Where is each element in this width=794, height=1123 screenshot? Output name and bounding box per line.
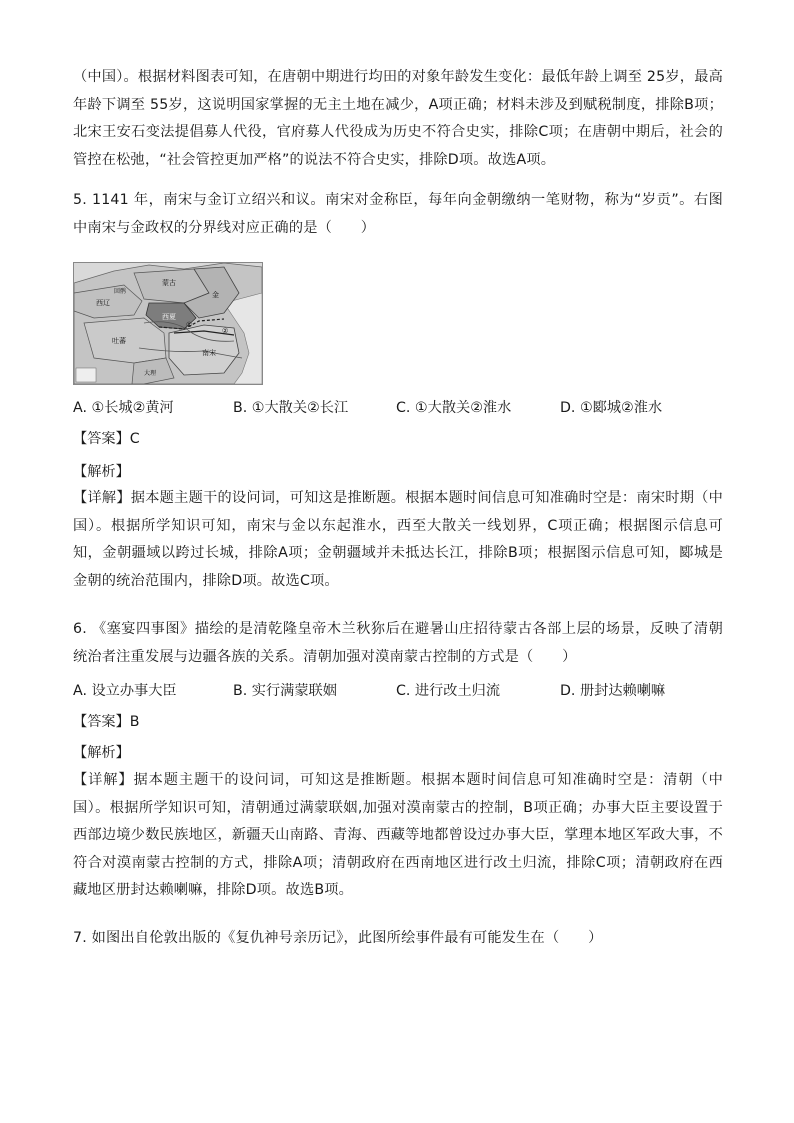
q6-option-b: B. 实行满蒙联姻	[233, 683, 337, 699]
q5-detail: 【详解】据本题主题干的设问词，可知这是推断题。根据本题时间信息可知准确时空是：南宋时期（中国）。根据所学知识可知，南宋与金以东起淮水，西至大散关一线划界，C项正确；根据图示信息可知，金朝疆域以跨过长城，排除A项；金朝疆域并未抵达长江，排除B项；根据图示信息可知，郾城是金朝的统治范围内，排除D项。故选C项。	[73, 490, 723, 589]
q4-analysis-tail: （中国）。根据材料图表可知，在唐朝中期进行均田的对象年龄发生变化：最低年龄上调至 25岁，最高年龄下调至 55岁，这说明国家掌握的无主土地在减少，A项正确；材料未涉及到赋税制度，排除B项；北宋王安石变法提倡募人代役，官府募人代役成为历史不符合史实，排除C项；在唐朝中期后，社会的管控在松弛，“社会管控更加严格”的说法不符合史实，排除D项。故选A项。	[73, 69, 723, 168]
q5-option-d: D. ①郾城②淮水	[560, 400, 663, 416]
map-label-dali: 大理	[144, 370, 157, 377]
q6-option-c: C. 进行改土归流	[396, 683, 501, 699]
q6-stem: 6. 《塞宴四事图》描绘的是清乾隆皇帝木兰秋狝后在避暑山庄招待蒙古各部上层的场景，反映了清朝统治者注重发展与边疆各族的关系。清朝加强对漠南蒙古控制的方式是（ ）	[73, 621, 723, 665]
q6-answer-label: 【答案】	[73, 714, 130, 730]
q6-detail: 【详解】据本题主题干的设问词，可知这是推断题。根据本题时间信息可知准确时空是：清朝（中国）。根据所学知识可知，清朝通过满蒙联姻,加强对漠南蒙古的控制，B项正确；办事大臣主要设置于西部边境少数民族地区，新疆天山南路、青海、西藏等地都曾设过办事大臣，掌理本地区军政大事，不符合对漠南蒙古控制的方式，排除A项；清朝政府在西南地区进行改土归流，排除C项；清朝政府在西藏地区册封达赖喇嘛，排除D项。故选B项。	[73, 772, 723, 899]
q5-option-b: B. ①大散关②长江	[233, 400, 349, 416]
map-label-menggu: 蒙古	[162, 279, 176, 287]
q7-stem: 7. 如图出自伦敦出版的《复仇神号亲历记》，此图所绘事件最有可能发生在（ ）	[73, 930, 603, 946]
map-mark-2: ②	[222, 327, 229, 335]
map-illustration	[74, 263, 262, 384]
q6-option-d: D. 册封达赖喇嘛	[560, 683, 666, 699]
q5-stem: 5. 1141 年，南宋与金订立绍兴和议。南宋对金称臣，每年向金朝缴纳一笔财物，称为“岁贡”。右图中南宋与金政权的分界线对应正确的是（ ）	[73, 192, 723, 236]
q6-analysis-heading: 【解析】	[73, 745, 130, 761]
map-label-jin: 金	[212, 291, 219, 299]
map-label-tubo: 吐蕃	[112, 337, 126, 345]
map-mark-1: ①	[186, 321, 193, 329]
q6-option-a: A. 设立办事大臣	[73, 683, 177, 699]
map-label-xixia: 西夏	[162, 313, 176, 321]
q5-answer-label: 【答案】	[73, 431, 130, 447]
map-label-xiliao: 西辽	[96, 299, 110, 307]
q5-analysis-heading: 【解析】	[73, 464, 130, 480]
q6-answer	[73, 712, 140, 732]
map-label-nansong: 南宋	[202, 349, 216, 357]
q5-answer-value: C	[129, 431, 140, 447]
q5-map-image	[73, 262, 263, 385]
q5-option-a: A. ①长城②黄河	[73, 400, 174, 416]
map-label-huihu: 回鹘	[114, 288, 127, 295]
q5-option-c: C. ①大散关②淮水	[396, 400, 512, 416]
q5-answer	[73, 429, 140, 449]
q6-answer-value: B	[129, 714, 140, 730]
